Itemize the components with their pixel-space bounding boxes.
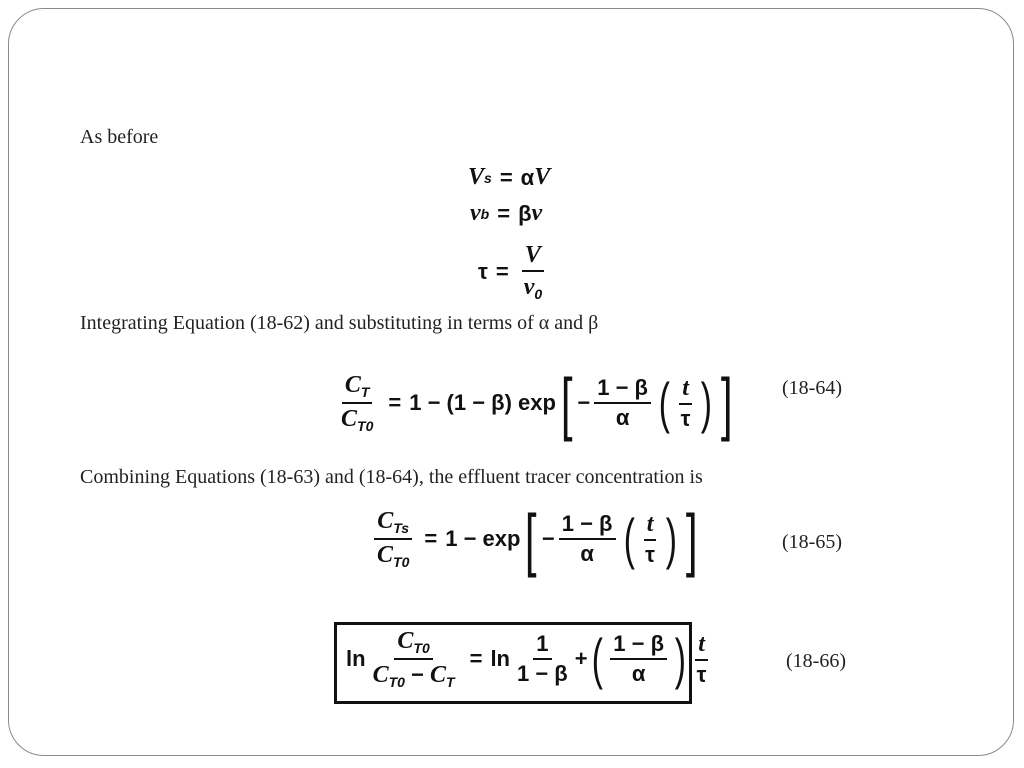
integrating-text: Integrating Equation (18-62) and substituting in terms of α and β [80, 312, 599, 334]
combining-text: Combining Equations (18-63) and (18-64), the effluent tracer concentration is [80, 466, 703, 488]
equation-number-18-64: (18-64) [782, 377, 842, 399]
equation-vs: V s = α V [468, 164, 551, 190]
equation-18-64: $\frac{C_T}{C_{T0}}$ = 1 − (1 − β) exp [ − $\frac{1 - \beta}{\alpha}$ ( $\frac{t}{\tau}$ ) ] [341, 364, 733, 442]
equation-18-66: ln $\frac{C_{T0}}{C_{T0} - C_T}$ = ln $\frac{1}{1 - \beta}$ + ( $\frac{1 - \beta}{\alpha}$ ) $\frac{t}{\tau}$ [346, 627, 707, 691]
equation-tau: τ = $\frac{V}{v_0}$ [478, 242, 543, 303]
equation-vb: v b = β v [470, 200, 543, 226]
as-before-text: As before [80, 126, 159, 148]
equation-number-18-66: (18-66) [786, 650, 846, 672]
equation-18-65: $\frac{C_{Ts}}{C_{T0}}$ = 1 − exp [ − $\frac{1 - \beta}{\alpha}$ ( $\frac{t}{\tau}$ ) ] [370, 504, 702, 574]
equation-number-18-65: (18-65) [782, 531, 842, 553]
